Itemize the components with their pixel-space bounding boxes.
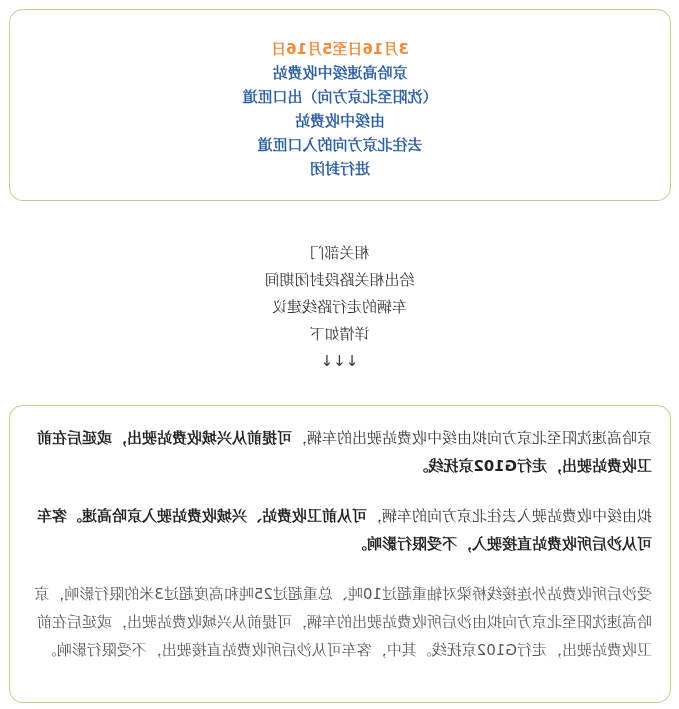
detail-text: 拟由绥中收费站驶入去往北京方向的车辆， [366,507,652,525]
notice-line: 进行封闭 [310,160,371,178]
detail-bold-text: 可从前卫收费站、兴城收费站驶入京哈高速。客车可从沙后所收费站直接驶入，不受限行影响。 [36,507,652,553]
detail-paragraph-exit [28,424,652,480]
closure-notice [10,37,670,181]
route-details-box [9,405,671,703]
notice-line: 由绥中收费站 [295,112,386,130]
notice-line: 去往北京方向的入口匝道 [257,136,423,154]
intro-line: 给出相关路段封闭期间 [264,271,415,289]
intro-text [0,240,679,375]
closure-notice-box [9,9,671,201]
notice-line: 京哈高速绥中收费站 [272,64,408,82]
notice-line: （沈阳至北京方向）出口匝道 [242,88,438,106]
detail-bold-text: 可提前从兴城收费站驶出，或延后在前卫收费站驶出，走行G102京抚线。 [36,429,652,475]
detail-paragraph-entry [28,502,652,558]
intro-line: 车辆的走行路线建议 [272,298,408,316]
closure-date: 3月16日至5月16日 [271,40,409,58]
detail-paragraph-restriction [28,580,652,664]
down-arrows: ↓↓↓ [320,352,359,370]
intro-line: 相关部门 [309,244,370,262]
route-details [28,424,652,664]
detail-text: 京哈高速沈阳至北京方向拟由绥中收费站驶出的车辆， [291,429,652,447]
intro-line: 详情如下 [309,325,370,343]
detail-text: 受沙后所收费站外连接线桥梁对轴重超过10吨、总重超过25吨和高度超过3米的限行影响，京哈高速沈阳至北京方向拟由沙后所收费站驶出的车辆，可提前从兴城收费站驶出，或延后在前卫收费站驶出，走行G102京抚线。其中，客车可从沙后所收费站直接驶出，不受限行影响。 [34,585,652,659]
